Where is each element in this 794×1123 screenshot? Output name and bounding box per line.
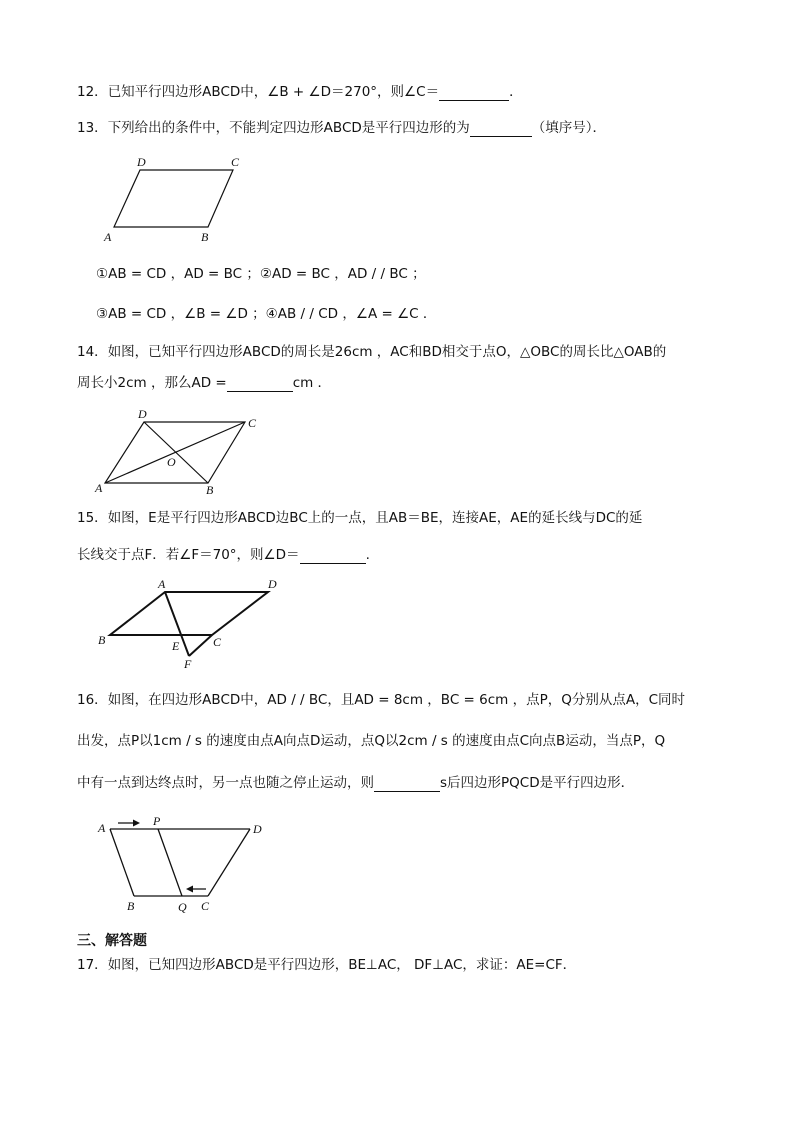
question-text-end: ．	[509, 84, 523, 100]
question-13	[77, 119, 606, 137]
answer-blank[interactable]	[374, 777, 440, 792]
question-number: 15．	[77, 510, 108, 526]
question-13-options-1: ①AB = CD ，AD = BC ；②AD = BC ，AD / / BC ；	[96, 266, 426, 282]
label-O: O	[167, 455, 176, 469]
question-text-end: cm ．	[292, 375, 332, 391]
label-C: C	[213, 635, 222, 649]
question-text-end: .	[365, 547, 370, 563]
question-16-line-2: 出发，点P以1cm / s 的速度由点A向点D运动，点Q以2cm / s 的速度由点C向点B运动，当点P，Q	[77, 733, 666, 749]
question-16-line-3	[77, 774, 634, 792]
label-C: C	[231, 155, 240, 169]
question-text: 中有一点到达终点时，另一点也随之停止运动，则	[77, 775, 374, 791]
label-A: A	[158, 577, 166, 591]
question-text: 如图，E是平行四边形ABCD边BC上的一点，且AB＝BE，连接AE，AE的延长线与DC的延	[107, 510, 643, 526]
figure-14-parallelogram	[92, 405, 272, 497]
question-number: 14．	[77, 344, 108, 360]
question-13-options-2: ③AB = CD ，∠B = ∠D ；④AB / / CD ，∠A = ∠C ．	[96, 306, 437, 322]
question-text: 如图，已知四边形ABCD是平行四边形，BE⊥AC， DF⊥AC，求证：AE=CF．	[107, 957, 577, 973]
label-C: C	[201, 899, 210, 913]
section-heading: 三、解答题	[77, 933, 147, 949]
label-D: D	[138, 407, 147, 421]
question-15-line-1	[77, 509, 642, 527]
label-A: A	[98, 821, 106, 835]
label-F: F	[184, 657, 192, 671]
question-14-line-1	[77, 343, 666, 361]
answer-blank[interactable]	[439, 86, 509, 101]
question-16-line-1	[77, 691, 685, 709]
question-number: 17．	[77, 957, 108, 973]
label-D: D	[268, 577, 277, 591]
question-number: 13．	[77, 120, 108, 136]
figure-15-parallelogram	[92, 575, 292, 673]
question-text-end: s后四边形PQCD是平行四边形．	[440, 775, 635, 791]
question-17	[77, 956, 576, 974]
question-text: 下列给出的条件中，不能判定四边形ABCD是平行四边形的为	[107, 120, 470, 136]
label-C: C	[248, 416, 257, 430]
label-A: A	[95, 481, 103, 495]
label-A: A	[104, 230, 112, 244]
question-text: 如图，在四边形ABCD中，AD / / BC，且AD = 8cm ，BC = 6cm ，点P，Q分别从点A，C同时	[107, 692, 686, 708]
label-B: B	[98, 633, 106, 647]
label-D: D	[253, 822, 262, 836]
answer-blank[interactable]	[227, 377, 293, 392]
question-15-line-2	[77, 546, 370, 564]
figure-13-parallelogram	[100, 152, 260, 244]
label-D: D	[137, 155, 146, 169]
question-number: 16．	[77, 692, 108, 708]
question-14-line-2	[77, 374, 331, 392]
question-number: 12．	[77, 84, 108, 100]
label-Q: Q	[178, 900, 187, 913]
answer-blank[interactable]	[470, 122, 532, 137]
answer-blank[interactable]	[300, 549, 366, 564]
figure-16-trapezoid	[92, 813, 282, 913]
question-text: 已知平行四边形ABCD中，∠B + ∠D＝270°，则∠C＝	[107, 84, 440, 100]
label-B: B	[127, 899, 135, 913]
question-text-end: （填序号）．	[531, 120, 607, 136]
question-text: 长线交于点F．若∠F＝70°，则∠D＝	[77, 547, 300, 563]
question-12	[77, 83, 523, 101]
label-E: E	[172, 639, 180, 653]
question-text: 如图，已知平行四边形ABCD的周长是26cm ，AC和BD相交于点O，△OBC的周长比△OAB的	[107, 344, 667, 360]
label-P: P	[153, 814, 161, 828]
label-B: B	[206, 483, 214, 497]
label-B: B	[201, 230, 209, 244]
question-text: 周长小2cm ，那么AD =	[77, 375, 227, 391]
